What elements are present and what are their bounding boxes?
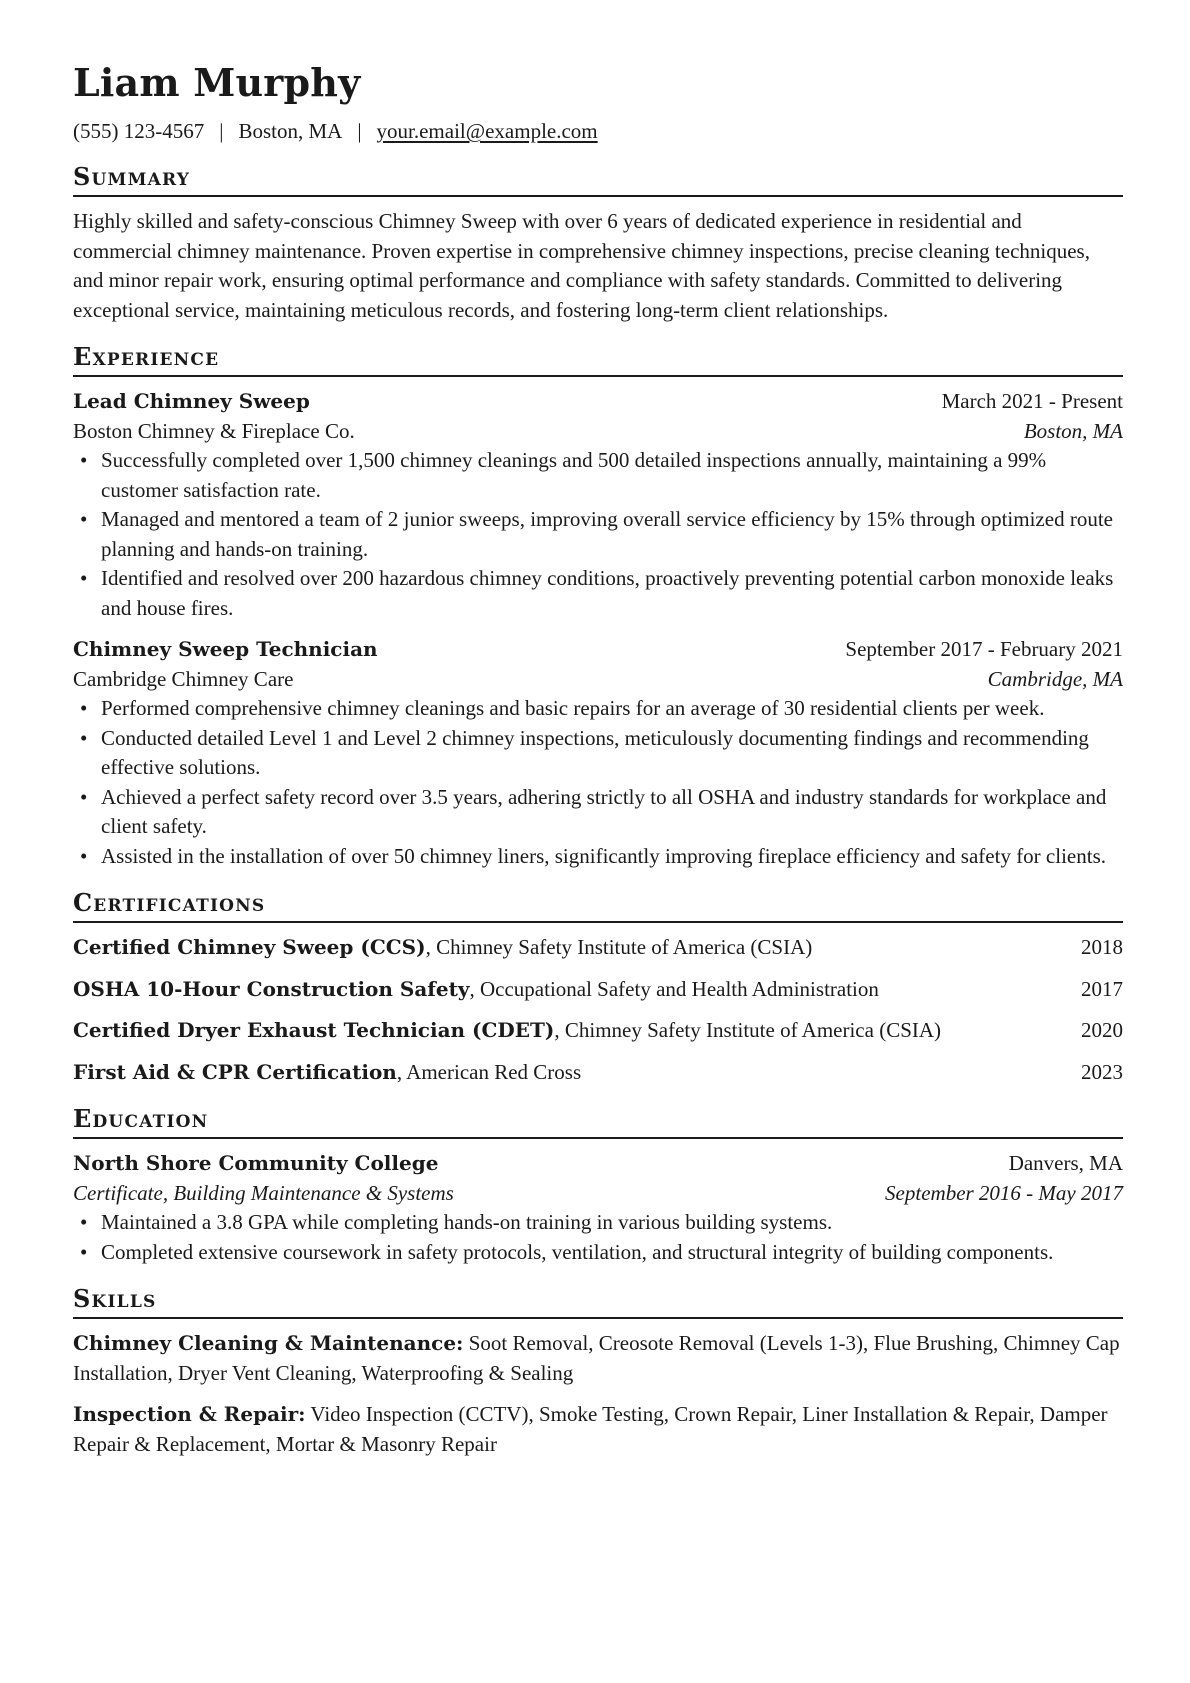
skills-section [73,1283,1123,1459]
skill-list: Soot Removal, Creosote Removal (Levels 1-3), Flue Brushing, Chimney Cap Installation, Dryer Vent Cleaning, Waterproofing & Sealing [73,1331,1120,1385]
location: Boston, MA [238,119,343,143]
bullet-item: • Identified and resolved over 200 hazardous chimney conditions, proactively preventing potential carbon monoxide leaks and house fires. [73,564,1123,623]
certification-year: 2020 [1081,1018,1123,1042]
company-name: Boston Chimney & Fireplace Co. [73,418,355,443]
bullet-item: • Managed and mentored a team of 2 junior sweeps, improving overall service efficiency by 15% through optimized route planning and hands-on training. [73,505,1123,564]
bullet-item: • Successfully completed over 1,500 chimney cleanings and 500 detailed inspections annually, maintaining a 99% customer satisfaction rate. [73,446,1123,505]
job-dates: March 2021 - Present [941,389,1123,413]
certification-name: Certified Dryer Exhaust Technician (CDET) [73,1018,555,1042]
certification-item [73,933,1123,963]
skill-category: Chimney Cleaning & Maintenance: [73,1331,464,1355]
job-location: Boston, MA [1023,418,1123,443]
certification-year: 2017 [1081,976,1123,1001]
certification-issuer: , Chimney Safety Institute of America (CSIA) [425,935,813,959]
bullet-item: • Completed extensive coursework in safety protocols, ventilation, and structural integrity of building components. [73,1238,1123,1268]
certification-item [73,975,1123,1005]
contact-separator: | [219,119,224,143]
summary-section [73,161,1123,325]
job-title: Chimney Sweep Technician [73,637,378,661]
job-bullets [73,694,1123,871]
company-name: Cambridge Chimney Care [73,666,294,691]
contact-separator: | [357,119,362,143]
certification-year: 2018 [1081,935,1123,959]
certifications-section [73,887,1123,1087]
skill-category: Inspection & Repair: [73,1402,306,1426]
job-location: Cambridge, MA [987,666,1123,691]
certification-name: Certified Chimney Sweep (CCS) [73,935,426,959]
education-dates: September 2016 - May 2017 [885,1180,1123,1205]
resume-page [73,58,1123,1471]
section-heading-experience: Experience [73,341,1123,377]
bullet-item: • Achieved a perfect safety record over 3.5 years, adhering strictly to all OSHA and industry standards for workplace and client safety. [73,783,1123,842]
skill-list: Video Inspection (CCTV), Smoke Testing, Crown Repair, Liner Installation & Repair, Damper Repair & Replacement, Mortar & Masonry Repair [73,1402,1108,1456]
job-dates: September 2017 - February 2021 [845,637,1123,661]
bullet-item: • Conducted detailed Level 1 and Level 2 chimney inspections, meticulously documenting findings and recommending effective solutions. [73,724,1123,783]
bullet-item: • Assisted in the installation of over 50 chimney liners, significantly improving fireplace efficiency and safety for clients. [73,842,1123,872]
certification-name: First Aid & CPR Certification [73,1059,397,1084]
skill-group [73,1329,1123,1388]
bullet-item: • Performed comprehensive chimney cleanings and basic repairs for an average of 30 residential clients per week. [73,694,1123,724]
summary-text: Highly skilled and safety-conscious Chimney Sweep with over 6 years of dedicated experience in residential and commercial chimney maintenance. Proven expertise in comprehensive chimney inspections, precise cleaning techniques, and minor repair work, ensuring optimal performance and compliance with safety standards. Committed to delivering exceptional service, maintaining meticulous records, and fostering long-term client relationships. [73,209,1090,322]
certification-item [73,1058,1123,1088]
school-location: Danvers, MA [1008,1151,1123,1175]
certification-issuer: , Chimney Safety Institute of America (CSIA) [554,1018,942,1042]
phone-number: (555) 123-4567 [73,119,205,143]
experience-section [73,341,1123,871]
education-bullets [73,1208,1123,1267]
section-heading-summary: Summary [73,161,1123,197]
section-heading-certifications: Certifications [73,887,1123,923]
school-name: North Shore Community College [73,1151,439,1175]
contact-line [73,117,1123,145]
bullet-item: • Maintained a 3.8 GPA while completing hands-on training in various building systems. [73,1208,1123,1238]
job-entry [73,387,1123,623]
certification-item [73,1016,1123,1046]
certification-name: OSHA 10-Hour Construction Safety [73,976,470,1001]
job-bullets [73,446,1123,623]
job-entry [73,635,1123,871]
degree-name: Certificate, Building Maintenance & Systems [73,1180,454,1205]
certification-year: 2023 [1081,1059,1123,1084]
candidate-name: Liam Murphy [73,60,361,105]
education-section [73,1103,1123,1267]
email-link[interactable]: your.email@example.com [376,119,598,143]
certification-issuer: , American Red Cross [396,1059,582,1084]
skill-group [73,1400,1123,1459]
certification-issuer: , Occupational Safety and Health Administration [469,976,879,1001]
section-heading-skills: Skills [73,1283,1123,1319]
section-heading-education: Education [73,1103,1123,1139]
job-title: Lead Chimney Sweep [73,389,310,413]
